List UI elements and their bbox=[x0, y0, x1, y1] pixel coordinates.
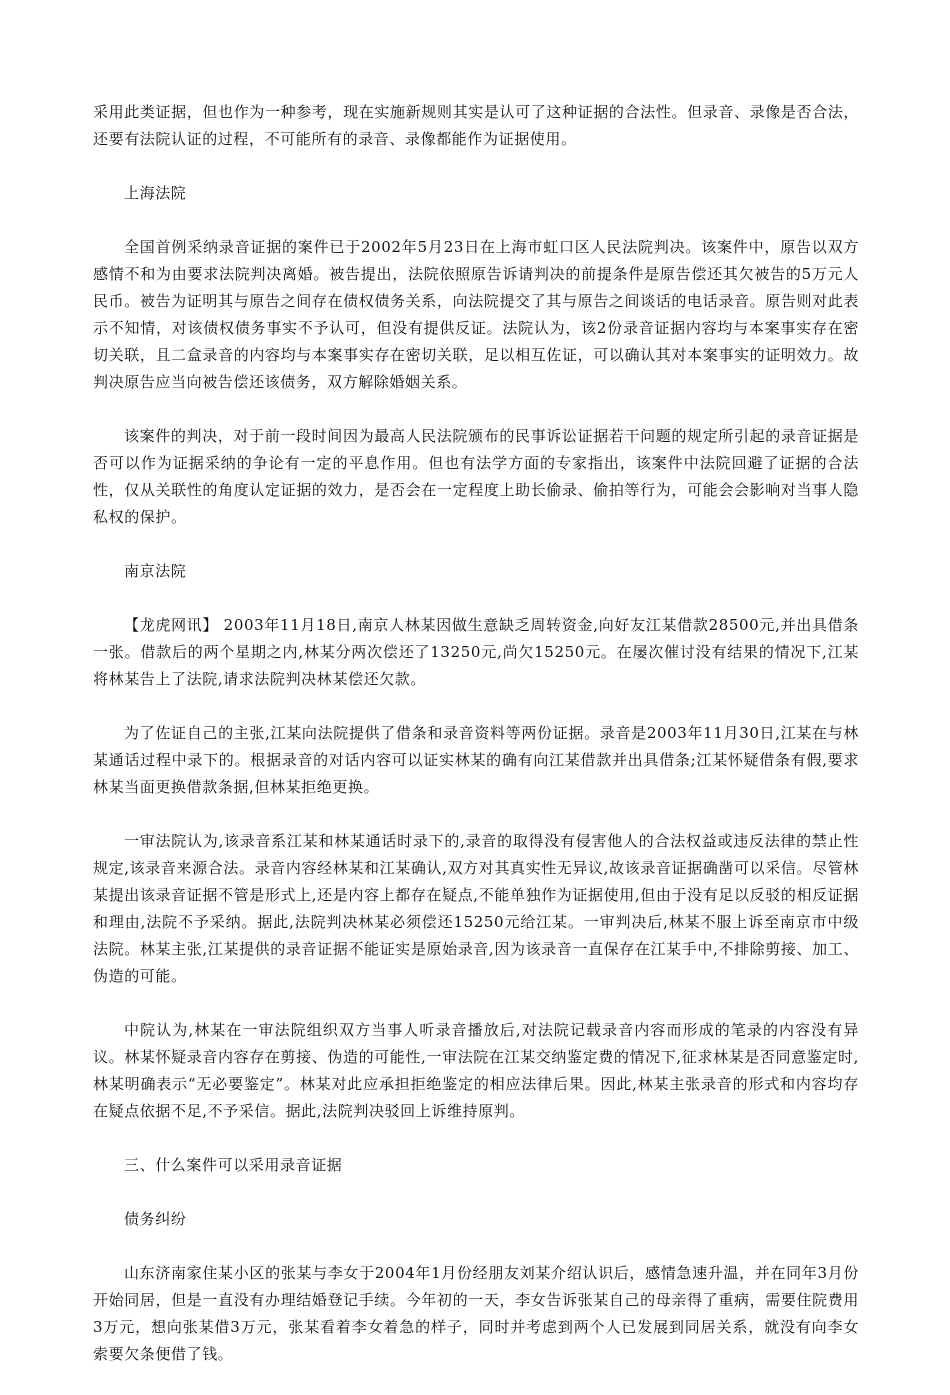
paragraph-nanjing-evidence: 为了佐证自己的主张,江某向法院提供了借条和录音资料等两份证据。录音是2003年11月30日,江某在与林某通话过程中录下的。根据录音的对话内容可以证实林某的确有向江某借款并出具借条;江某怀疑借条有假,要求林某当面更换借款条据,但林某拒绝更换。 bbox=[93, 724, 859, 796]
paragraph-nanjing-appeal: 中院认为,林某在一审法院组织双方当事人听录音播放后,对法院记载录音内容而形成的笔录的内容没有异议。林某怀疑录音内容存在剪接、伪造的可能性,一审法院在江某交纳鉴定费的情况下,征求林某是否同意鉴定时,林某明确表示“无必要鉴定”。林某对此应承担拒绝鉴定的相应法律后果。因此,林某主张录音的形式和内容均存在疑点依据不足,不予采信。据此,法院判决驳回上诉维持原判。 bbox=[93, 1021, 859, 1120]
heading-debt-dispute: 债务纠纷 bbox=[124, 1210, 187, 1228]
document-page bbox=[93, 99, 859, 1395]
heading-section-three: 三、什么案件可以采用录音证据 bbox=[124, 1156, 343, 1174]
paragraph-intro-continuation: 采用此类证据，但也作为一种参考，现在实施新规则其实是认可了这种证据的合法性。但录音、录像是否合法，还要有法院认证的过程，不可能所有的录音、录像都能作为证据使用。 bbox=[93, 103, 859, 148]
heading-shanghai-court: 上海法院 bbox=[124, 184, 187, 202]
paragraph-jinan-case: 山东济南家住某小区的张某与李女于2004年1月份经朋友刘某介绍认识后，感情急速升温，并在同年3月份开始同居，但是一直没有办理结婚登记手续。今年初的一天，李女告诉张某自己的母亲得了重病，需要住院费用3万元，想向张某借3万元，张某看着李女着急的样子，同时并考虑到两个人已发展到同居关系，就没有向李女索要欠条便借了钱。 bbox=[93, 1264, 859, 1363]
paragraph-nanjing-first-instance: 一审法院认为,该录音系江某和林某通话时录下的,录音的取得没有侵害他人的合法权益或违反法律的禁止性规定,该录音来源合法。录音内容经林某和江某确认,双方对其真实性无异议,故该录音证据确凿可以采信。尽管林某提出该录音证据不管是形式上,还是内容上都存在疑点,不能单独作为证据使用,但由于没有足以反驳的相反证据和理由,法院不予采纳。据此,法院判决林某必须偿还15250元给江某。一审判决后,林某不服上诉至南京市中级法院。林某主张,江某提供的录音证据不能证实是原始录音,因为该录音一直保存在江某手中,不排除剪接、加工、伪造的可能。 bbox=[93, 832, 859, 985]
paragraph-nanjing-news: 【龙虎网讯】 2003年11月18日,南京人林某因做生意缺乏周转资金,向好友江某借款28500元,并出具借条一张。借款后的两个星期之内,林某分两次偿还了13250元,尚欠15250元。在屡次催讨没有结果的情况下,江某将林某告上了法院,请求法院判决林某偿还欠款。 bbox=[93, 616, 859, 688]
heading-nanjing-court: 南京法院 bbox=[124, 562, 187, 580]
paragraph-shanghai-comment: 该案件的判决，对于前一段时间因为最高人民法院颁布的民事诉讼证据若干问题的规定所引起的录音证据是否可以作为证据采纳的争论有一定的平息作用。但也有法学方面的专家指出，该案件中法院回避了证据的合法性，仅从关联性的角度认定证据的效力，是否会在一定程度上助长偷录、偷拍等行为，可能会会影响对当事人隐私权的保护。 bbox=[93, 427, 859, 526]
paragraph-shanghai-case: 全国首例采纳录音证据的案件已于2002年5月23日在上海市虹口区人民法院判决。该案件中，原告以双方感情不和为由要求法院判决离婚。被告提出，法院依照原告诉请判决的前提条件是原告偿还其欠被告的5万元人民币。被告为证明其与原告之间存在债权债务关系，向法院提交了其与原告之间谈话的电话录音。原告则对此表示不知情，对该债权债务事实不予认可，但没有提供反证。法院认为，该2份录音证据内容均与本案事实存在密切关联，且二盒录音的内容均与本案事实存在密切关联，足以相互佐证，可以确认其对本案事实的证明效力。故判决原告应当向被告偿还该债务，双方解除婚姻关系。 bbox=[93, 238, 859, 391]
